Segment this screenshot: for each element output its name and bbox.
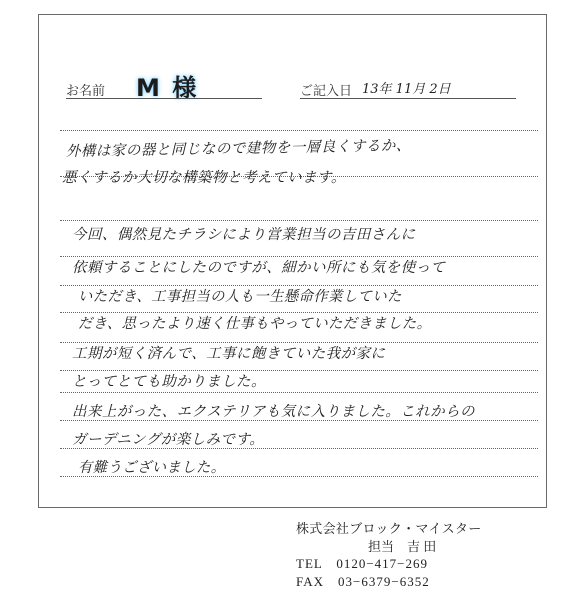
message-line: 工期が短く済んで、工事に飽きていた我が家に — [72, 346, 386, 362]
company-name: 株式会社ブロック・マイスター — [296, 521, 482, 536]
fax-number: FAX 03−6379−6352 — [296, 573, 430, 589]
message-line: 悪くするか大切な構築物と考えています。 — [62, 170, 346, 186]
ruled-line — [60, 220, 538, 221]
staff-name: 担当 吉 田 — [368, 538, 437, 554]
name-date-row — [66, 70, 536, 102]
ruled-line — [60, 342, 538, 343]
ruled-line — [60, 448, 538, 449]
name-label: お名前 — [66, 84, 106, 99]
ruled-line — [60, 370, 538, 371]
ruled-line — [60, 476, 538, 477]
name-underline — [66, 98, 262, 99]
phone-number: TEL 0120−417−269 — [296, 556, 429, 571]
message-line: 今回、偶然見たチラシにより営業担当の吉田さんに — [72, 227, 416, 243]
ruled-line — [60, 312, 538, 313]
message-line: 出来上がった、エクステリアも気に入りました。これからの — [72, 404, 475, 420]
date-value: 13年 11月 2日 — [362, 82, 451, 97]
message-line: ガーデニングが楽しみです。 — [72, 432, 265, 448]
date-underline — [300, 98, 516, 99]
ruled-line — [60, 285, 538, 286]
ruled-line — [60, 130, 538, 131]
message-line: いただき、工事担当の人も一生懸命作業していた — [78, 289, 402, 305]
message-line: 有難うございました。 — [78, 460, 226, 476]
ruled-line — [60, 420, 538, 421]
message-line: 依頼することにしたのですが、細かい所にも気を使って — [72, 260, 446, 276]
customer-name: M 様 — [136, 74, 199, 102]
date-label: ご記入日 — [300, 84, 353, 99]
message-line: 外構は家の器と同じなので建物を一層良くするか、 — [65, 137, 411, 160]
company-info — [296, 520, 546, 590]
message-line: だき、思ったより速く仕事もやっていただきました。 — [78, 316, 432, 332]
message-line: とってとても助かりました。 — [72, 374, 266, 390]
ruled-line — [60, 256, 538, 257]
ruled-line — [60, 392, 538, 393]
